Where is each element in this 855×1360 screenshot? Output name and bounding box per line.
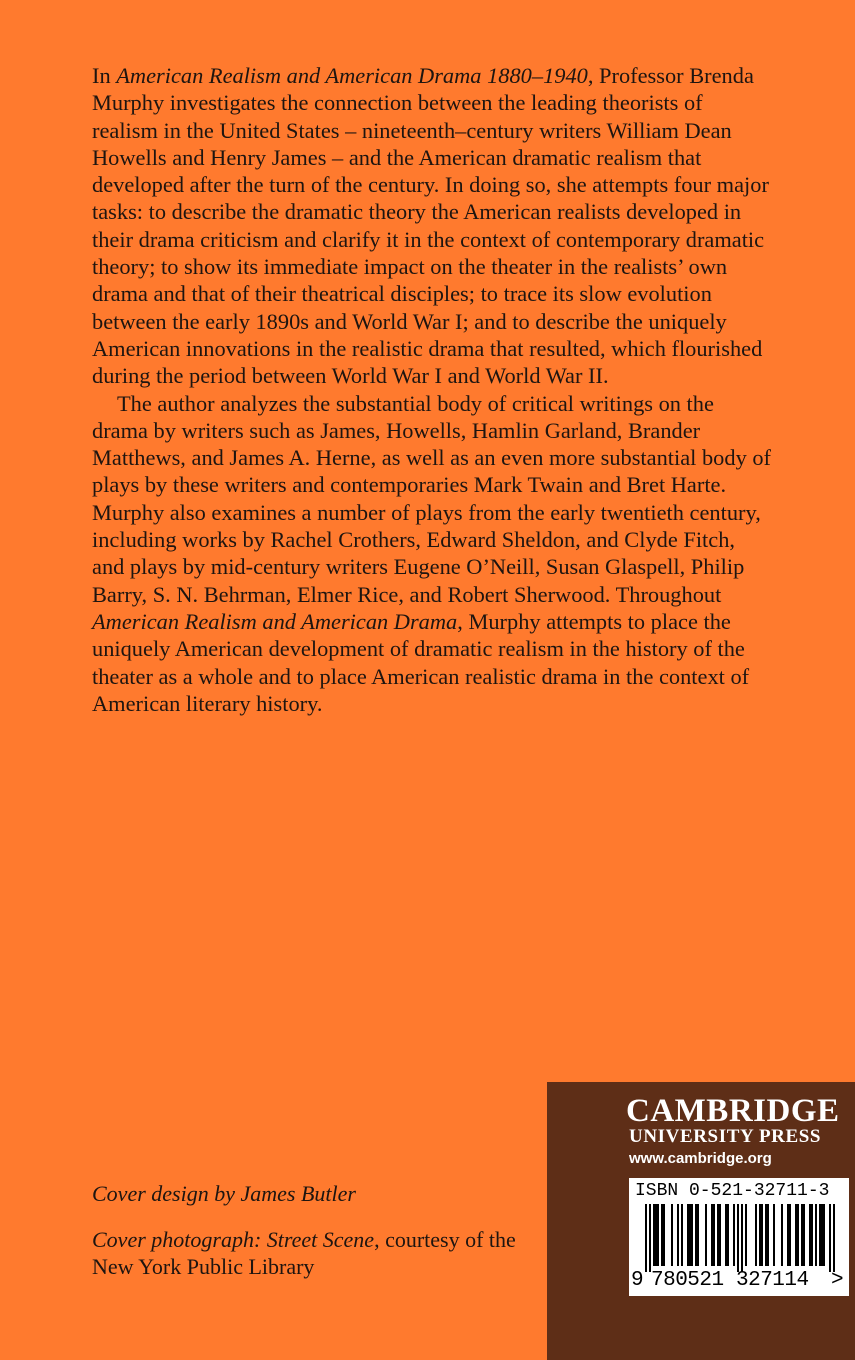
barcode-bar — [803, 1204, 805, 1266]
barcode-bar — [649, 1204, 651, 1272]
barcode-bar — [811, 1204, 813, 1266]
barcode-bar — [663, 1204, 665, 1266]
barcode-bar — [833, 1204, 835, 1272]
barcode-bar — [695, 1204, 697, 1266]
barcode-panel — [629, 1178, 849, 1296]
blurb-p2-post: , Murphy attempts to place the uniquely American development of dramatic realism in the history of the theater as a whole and to place American realistic drama in the context of American literary history. — [92, 608, 750, 716]
book-title-short: American Realism and American Drama — [92, 608, 458, 634]
barcode-bar — [797, 1204, 799, 1266]
isbn-label: ISBN 0-521-32711-3 — [635, 1181, 830, 1201]
barcode-bar — [795, 1204, 797, 1266]
barcode-lead-digit: 9 — [631, 1269, 644, 1292]
publisher-subtitle: UNIVERSITY PRESS — [629, 1126, 822, 1147]
barcode-bar — [713, 1204, 715, 1266]
barcode-bar — [689, 1204, 691, 1266]
barcode-bar — [705, 1204, 707, 1266]
blurb-p1-pre: In — [92, 63, 117, 88]
barcode-bar — [781, 1204, 783, 1266]
barcode-bar — [671, 1204, 673, 1266]
barcode-bar — [809, 1204, 811, 1266]
blurb-p2-pre: The author analyzes the substantial body of critical writings on the drama by writers such as James, Howells, Hamlin Garland, Brander Matthews, and James A. Herne, as well as an even more substantial body of plays by these writers and contemporaries Mark Twain and Bret Harte. Murphy also examines a number of plays from the early twentieth century, including works by Rachel Crothers, Edward Sheldon, and Clyde Fitch, and plays by mid-century writers Eugene O’Neill, Susan Glaspell, Philip Barry, S. N. Behrman, Elmer Rice, and Robert Sherwood. Throughout — [92, 390, 772, 607]
barcode-bar — [691, 1204, 693, 1266]
barcode-group-1: 780521 — [651, 1269, 724, 1292]
barcode-bar — [661, 1204, 663, 1266]
barcode-bar — [737, 1204, 739, 1272]
cover-design-credit: Cover design by James Butler — [92, 1181, 356, 1206]
barcode-bar — [645, 1204, 647, 1272]
barcode-bar — [815, 1204, 817, 1266]
barcode-bar — [657, 1204, 659, 1266]
blurb-paragraph-2 — [92, 390, 772, 718]
photo-credit-courtesy: , courtesy of the New York Public Library — [92, 1227, 516, 1279]
barcode-bar — [755, 1204, 757, 1266]
barcode-bar — [727, 1204, 729, 1266]
barcode-group-2: 327114 — [736, 1269, 809, 1292]
barcode-bar — [655, 1204, 657, 1266]
barcode-bar — [681, 1204, 683, 1266]
barcode-bar — [687, 1204, 689, 1266]
barcode-end-mark: > — [831, 1269, 844, 1292]
barcode-bar — [733, 1204, 735, 1266]
blurb-paragraph-1 — [92, 62, 772, 390]
blurb-p1-post: , Professor Brenda Murphy investigates the connection between the leading theorists of realism in the United States – nineteenth–century writers William Dean Howells and Henry James – and the American dramatic realism that developed after the turn of the century. In doing so, she attempts four major tasks: to describe the dramatic theory the American realists developed in their drama criticism and clarify it in the context of contemporary dramatic theory; to show its immediate impact on the theater in the realists’ own drama and that of their theatrical disciples; to trace its slow evolution between the early 1890s and World War I; and to describe the uniquely American innovations in the realistic drama that resulted, which flourished during the period between World War I and World War II. — [92, 63, 769, 389]
barcode-bar — [789, 1204, 791, 1266]
barcode-image — [629, 1204, 849, 1272]
cover-photo-credit — [92, 1226, 532, 1280]
barcode-bar — [653, 1204, 655, 1266]
publisher-name: CAMBRIDGE — [626, 1093, 840, 1129]
publisher-box — [547, 1082, 855, 1360]
cover-credits — [92, 1180, 532, 1299]
barcode-bar — [773, 1204, 775, 1266]
barcode-bar — [823, 1204, 825, 1266]
barcode-bar — [761, 1204, 763, 1266]
barcode-bar — [767, 1204, 769, 1266]
publisher-url: www.cambridge.org — [629, 1150, 772, 1167]
barcode-bar — [821, 1204, 823, 1266]
barcode-bar — [801, 1204, 803, 1266]
back-cover-blurb — [92, 62, 772, 717]
barcode-bar — [765, 1204, 767, 1266]
barcode-bar — [719, 1204, 721, 1266]
barcode-bar — [759, 1204, 761, 1266]
barcode-bar — [711, 1204, 713, 1266]
barcode-bar — [745, 1204, 747, 1266]
photo-credit-title: Cover photograph: Street Scene — [92, 1227, 375, 1252]
barcode-bar — [697, 1204, 699, 1266]
barcode-bar — [829, 1204, 831, 1272]
barcode-bar — [717, 1204, 719, 1266]
book-title: American Realism and American Drama 1880–1940 — [116, 63, 588, 88]
barcode-bar — [741, 1204, 743, 1272]
barcode-bar — [819, 1204, 821, 1266]
barcode-bar — [725, 1204, 727, 1266]
barcode-bar — [787, 1204, 789, 1266]
barcode-bar — [677, 1204, 679, 1266]
